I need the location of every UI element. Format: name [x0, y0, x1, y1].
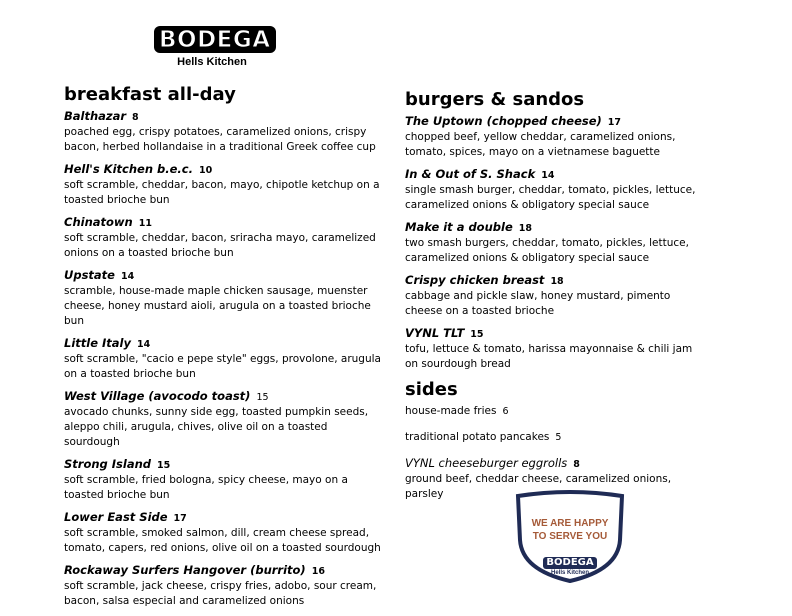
item-price: 15 — [470, 329, 484, 340]
item-description: cabbage and pickle slaw, honey mustard, pimento cheese on a toasted brioche — [405, 290, 671, 317]
item-name: Upstate — [64, 268, 115, 282]
menu-item — [64, 268, 384, 329]
section-title-sides: sides — [405, 379, 458, 400]
item-description: soft scramble, cheddar, bacon, mayo, chipotle ketchup on a toasted brioche bun — [64, 179, 380, 206]
item-name: Strong Island — [64, 457, 152, 471]
item-name: house-made fries — [405, 405, 497, 417]
item-description: soft scramble, smoked salmon, dill, cream cheese spread, tomato, capers, red onions, olive oil on a toasted sourdough — [64, 527, 381, 554]
item-name: Crispy chicken breast — [405, 273, 545, 287]
menu-item — [405, 326, 705, 372]
badge-logo-subtitle: Hells Kitchen — [550, 570, 589, 576]
logo-wordmark: BODEGA — [154, 26, 276, 53]
menu-item — [64, 563, 384, 609]
item-price: 8 — [573, 459, 580, 470]
item-description: single smash burger, cheddar, tomato, pickles, lettuce, caramelized onions & obligatory special sauce — [405, 184, 696, 211]
item-price: 11 — [138, 218, 152, 229]
item-name: VYNL TLT — [405, 326, 465, 340]
side-item — [405, 404, 705, 419]
section-title-burgers: burgers & sandos — [405, 89, 585, 110]
item-name: Rockaway Surfers Hangover (burrito) — [64, 563, 306, 577]
badge-logo — [514, 550, 626, 576]
item-name: Balthazar — [64, 109, 127, 123]
item-price: 10 — [198, 165, 213, 176]
item-description: soft scramble, fried bologna, spicy cheese, mayo on a toasted brioche bun — [64, 474, 348, 501]
item-name: Hell's Kitchen b.e.c. — [64, 162, 193, 176]
menu-item — [64, 457, 384, 503]
item-price: 15 — [256, 392, 269, 403]
item-name: The Uptown (chopped cheese) — [405, 114, 602, 128]
menu-item — [405, 114, 705, 160]
menu-item — [64, 162, 384, 208]
item-description: soft scramble, jack cheese, crispy fries, adobo, sour cream, bacon, salsa especial and caramelized onions — [64, 580, 377, 607]
item-name: Lower East Side — [64, 510, 168, 524]
item-description: chopped beef, yellow cheddar, caramelized onions, tomato, spices, mayo on a vietnamese baguette — [405, 131, 676, 158]
badge-line-2: TO SERVE YOU — [532, 531, 608, 542]
menu-item — [64, 510, 384, 556]
menu-item — [64, 215, 384, 261]
item-description: avocado chunks, sunny side egg, toasted pumpkin seeds, aleppo chili, arugula, chives, olive oil on a toasted sourdough — [64, 406, 369, 448]
item-name: Make it a double — [405, 220, 513, 234]
item-price: 5 — [555, 432, 562, 443]
side-item — [405, 430, 705, 445]
logo-subtitle: Hells Kitchen — [177, 56, 247, 68]
happy-to-serve-badge — [514, 490, 626, 584]
item-name: West Village (avocodo toast) — [64, 389, 251, 403]
item-description: two smash burgers, cheddar, tomato, pickles, lettuce, caramelized onions & obligatory special sauce — [405, 237, 689, 264]
item-name: traditional potato pancakes — [405, 431, 550, 443]
item-price: 17 — [607, 117, 622, 128]
menu-item — [405, 167, 705, 213]
item-name: In & Out of S. Shack — [405, 167, 536, 181]
item-price: 18 — [518, 223, 532, 234]
item-price: 17 — [173, 513, 187, 524]
item-name: Chinatown — [64, 215, 133, 229]
item-description: soft scramble, "cacio e pepe style" eggs, provolone, arugula on a toasted brioche bun — [64, 353, 381, 380]
item-price: 15 — [157, 460, 171, 471]
item-price: 14 — [541, 170, 555, 181]
menu-item — [405, 273, 705, 319]
item-name: VYNL cheeseburger eggrolls — [405, 456, 568, 470]
item-description: soft scramble, cheddar, bacon, sriracha mayo, caramelized onions on a toasted brioche bun — [64, 232, 376, 259]
item-name: Little Italy — [64, 336, 131, 350]
item-description: tofu, lettuce & tomato, harissa mayonnaise & chili jam on sourdough bread — [405, 343, 693, 370]
item-price: 14 — [136, 339, 151, 350]
badge-logo-word: BODEGA — [543, 557, 596, 569]
item-price: 14 — [120, 271, 135, 282]
item-price: 16 — [311, 566, 325, 577]
item-description: poached egg, crispy potatoes, caramelized onions, crispy bacon, herbed hollandaise in a traditional Greek coffee cup — [64, 126, 376, 153]
badge-line-1: WE ARE HAPPY — [531, 518, 609, 529]
bodega-logo — [154, 26, 270, 68]
burgers-sides-column — [405, 89, 705, 509]
item-price: 18 — [550, 276, 564, 287]
breakfast-column — [64, 84, 384, 616]
section-title-breakfast: breakfast all-day — [64, 84, 236, 105]
menu-item — [405, 220, 705, 266]
menu-item — [64, 109, 384, 155]
item-price: 8 — [132, 112, 139, 123]
menu-item — [64, 336, 384, 382]
item-description: scramble, house-made maple chicken sausage, muenster cheese, honey mustard aioli, arugula on a toasted brioche bun — [64, 285, 371, 327]
item-description: ground beef, cheddar cheese, caramelized onions, parsley — [405, 473, 672, 500]
item-price: 6 — [502, 406, 509, 417]
menu-item — [64, 389, 384, 450]
